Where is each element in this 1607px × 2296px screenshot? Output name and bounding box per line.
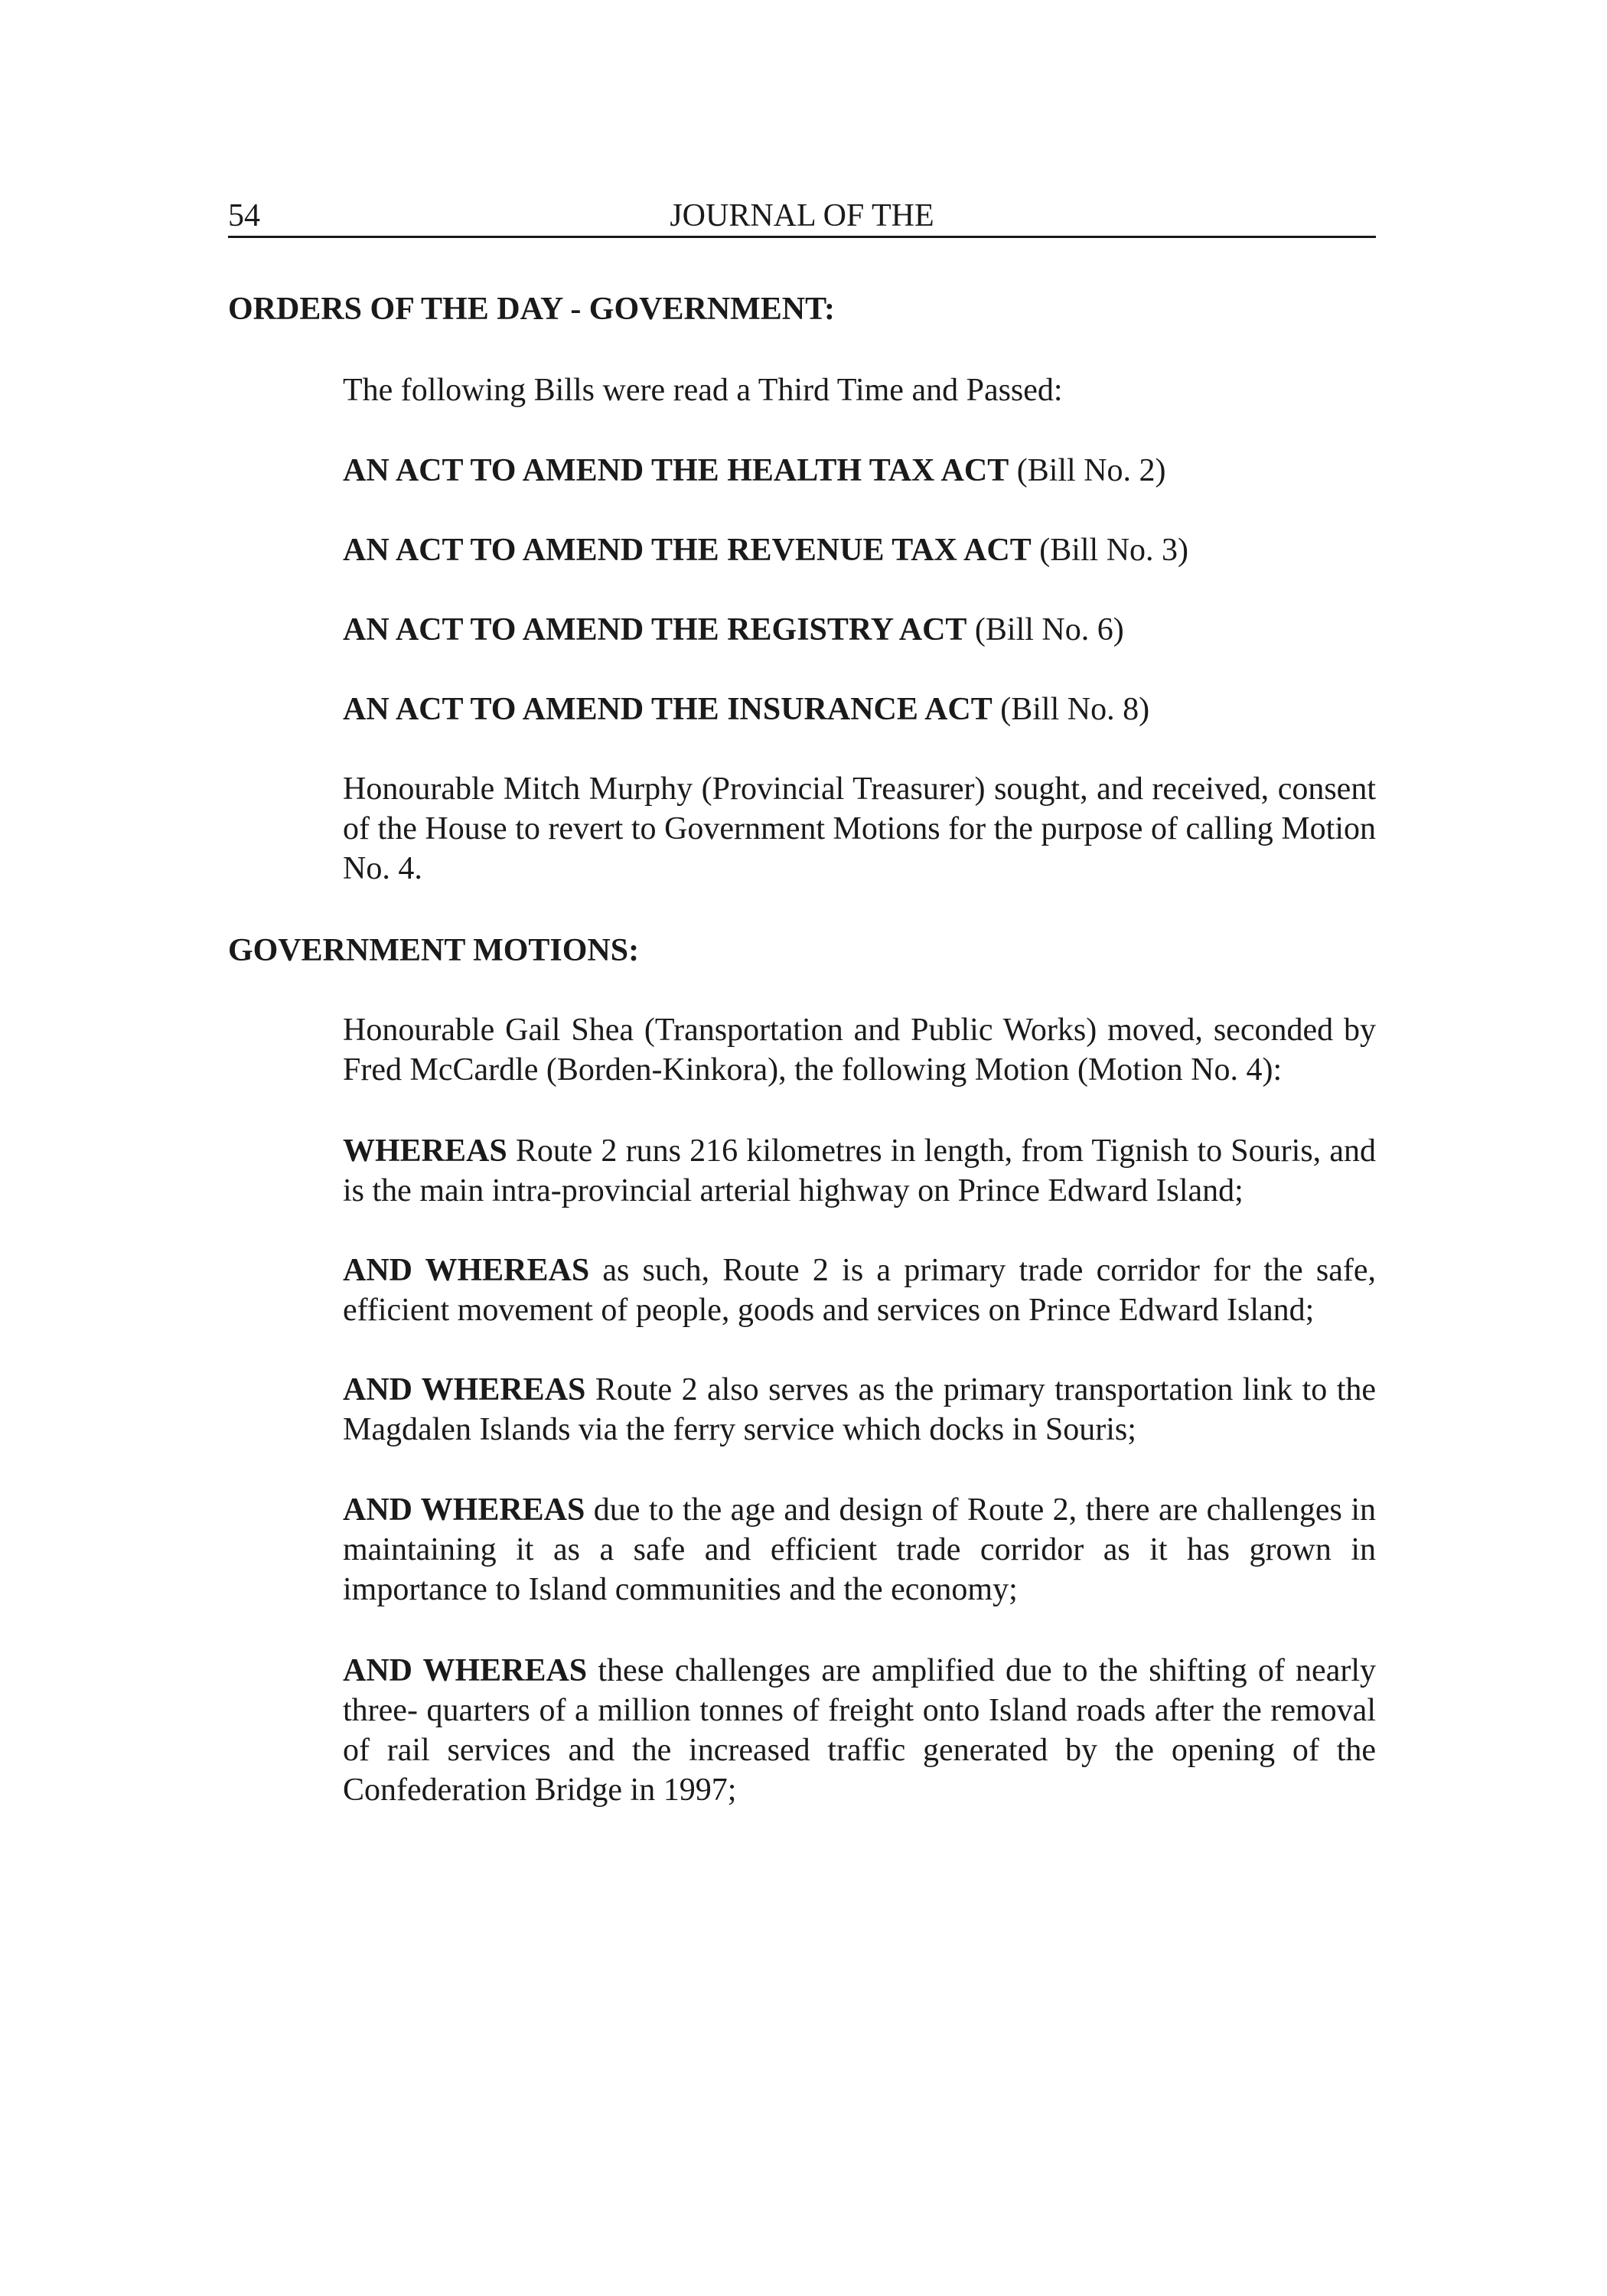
journal-title: JOURNAL OF THE (670, 198, 934, 233)
whereas-lead: AND WHEREAS (343, 1492, 585, 1528)
whereas-clause (343, 1651, 1376, 1810)
bill-title: AN ACT TO AMEND THE HEALTH TAX ACT (343, 453, 1009, 488)
orders-of-the-day-heading: ORDERS OF THE DAY - GOVERNMENT: (228, 292, 836, 327)
bill-title: AN ACT TO AMEND THE REGISTRY ACT (343, 612, 967, 647)
whereas-clause (343, 1251, 1376, 1330)
motion-mover-paragraph: Honourable Gail Shea (Transportation and Public Works) moved, seconded by Fred McCardle (Borden-Kinkora), the following Motion (Motion No. 4): (343, 1013, 1376, 1088)
whereas-lead: WHEREAS (343, 1133, 507, 1169)
government-motions-heading: GOVERNMENT MOTIONS: (228, 933, 640, 968)
consent-paragraph: Honourable Mitch Murphy (Provincial Treasurer) sought, and received, consent of the House to revert to Government Motions for the purpose of calling Motion No. 4. (343, 771, 1376, 886)
bills-intro: The following Bills were read a Third Time and Passed: (343, 373, 1063, 408)
whereas-clause (343, 1131, 1376, 1211)
bill-item (343, 690, 1376, 729)
bill-title: AN ACT TO AMEND THE REVENUE TAX ACT (343, 533, 1032, 568)
bill-number: (Bill No. 2) (1009, 453, 1166, 488)
bill-title: AN ACT TO AMEND THE INSURANCE ACT (343, 692, 993, 727)
page-number: 54 (228, 198, 260, 233)
bill-item (343, 530, 1376, 570)
whereas-lead: AND WHEREAS (343, 1372, 586, 1407)
whereas-lead: AND WHEREAS (343, 1253, 590, 1288)
bill-number: (Bill No. 3) (1031, 533, 1189, 568)
whereas-text: Route 2 also serves as the primary transportation link to the Magdalen Islands via the ferry service which docks in Souris; (343, 1372, 1376, 1447)
whereas-text: these challenges are amplified due to the shifting of nearly three- quarters of a million tonnes of freight onto Island roads after the removal of rail services and the increased traffic generated by the opening of the Confederation Bridge in 1997; (343, 1653, 1376, 1808)
bill-number: (Bill No. 6) (966, 612, 1124, 647)
whereas-text: as such, Route 2 is a primary trade corridor for the safe, efficient movement of people, goods and services on Prince Edward Island; (343, 1253, 1376, 1328)
bill-item (343, 610, 1376, 650)
whereas-lead: AND WHEREAS (343, 1653, 588, 1688)
header-rule (228, 236, 1376, 238)
whereas-clause (343, 1490, 1376, 1609)
running-head (228, 197, 1376, 234)
whereas-clause (343, 1370, 1376, 1450)
bill-number: (Bill No. 8) (992, 692, 1150, 727)
whereas-text: due to the age and design of Route 2, there are challenges in maintaining it as a safe and efficient trade corridor as it has grown in importance to Island communities and the economy; (343, 1492, 1376, 1607)
bill-item (343, 451, 1376, 491)
whereas-text: Route 2 runs 216 kilometres in length, from Tignish to Souris, and is the main intra-provincial arterial highway on Prince Edward Island; (343, 1133, 1376, 1208)
